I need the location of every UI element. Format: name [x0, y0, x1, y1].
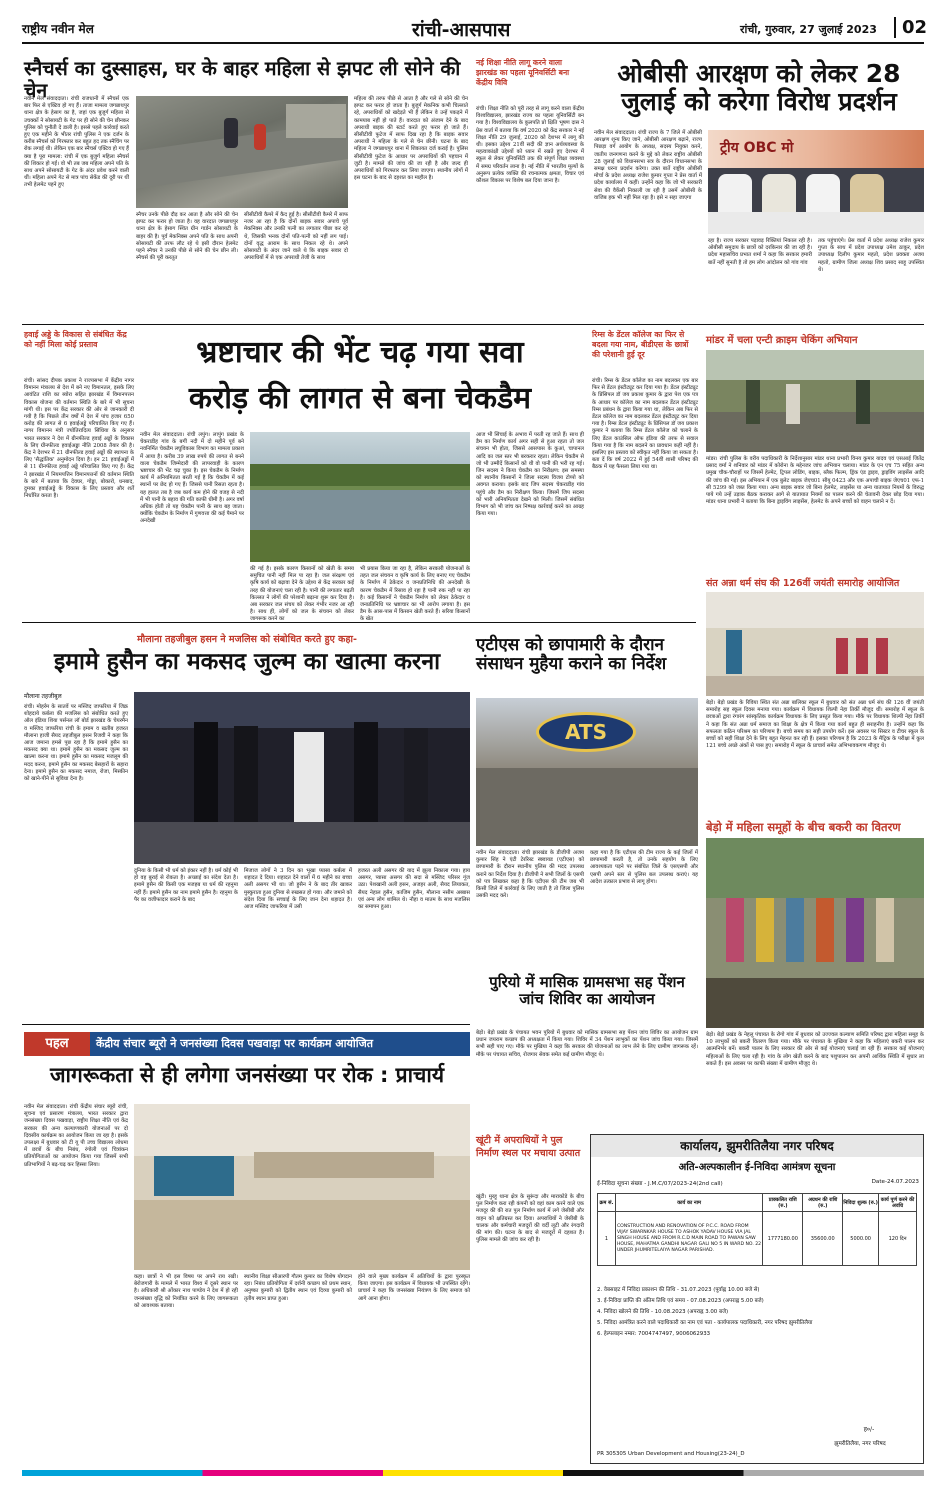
- edu-body: रांची। शिक्षा नीति को पूरी तरह से लागू करने वाला केंद्रीय विश्वविद्यालय, झारखंड राज्य का पहला यूनिवर्सिटी बन गया है। विश्वविद्यालय के कुलपति प्रो क्षिति भूषण दास ने प्रेस वार्ता में बताया कि वर्ष 2020 को केंद्र सरकार ने नई शिक्षा नीति 29 जुलाई, 2020 को देशभर में लागू की थी। इसका उद्देश्य 21वीं सदी की ज्ञान अर्थव्यवस्था के महत्वाकांक्षी उद्देश्यों को ध्यान में रखते हुए देशभर में स्कूल से लेकर यूनिवर्सिटी तक की संपूर्ण शिक्षा व्यवस्था में समग्र परिवर्तन लाना है। नई नीति में भारतीय मूल्यों के अनुरूप प्रत्येक व्यक्ति की रचनात्मक क्षमता, विचार एवं कौशल विकास पर विशेष बल दिया जाना है।: [476, 106, 584, 185]
- school-body: बेड़ो। बेड़ो प्रखंड के रिविया स्थित संत अन्ना बालिका स्कूल में बुधवार को संत अन्ना धर्म संघ की 126 वीं जयंती समारोह सह स्कूल दिवस मनाया गया। कार्यक्रम में विधायक शिल्पी नेहा तिर्की मौजूद थीं। समारोह में स्कूल के छात्राओं द्वारा रंगारंग सांस्कृतिक कार्यक्रम विधायक के लिए प्रस्तुत किया गया। मौके पर विधायक शिल्पी नेहा तिर्की ने कहा कि संत अन्ना धर्म समाज का शिक्षा के क्षेत्र में किया गया कार्य बहुत ही सराहनीय है। उन्होंने कहा कि सफलता कठिन परिश्रम का परिणाम है। बच्चे समय का सही उपयोग करें। इस अवसर पर सिस्टर व टीचर स्कूल के बच्चों को सही शिक्षा देने के लिए बहुत मेहनत कर रही हैं। इसका परिणाम है कि 2023 के मैट्रिक के परीक्षा में कुल 121 बच्चे अच्छे अंकों से पास हुए। समारोह में स्कूल के प्राचार्य समेत अभिभावकगण मौजूद थे।: [706, 700, 924, 750]
- tender-table: [597, 1193, 917, 1266]
- tender-title: अति-अल्पकालीन ई-निविदा आमंत्रण सूचना: [678, 1162, 836, 1173]
- population-col-1: नवीन मेल संवाददाता। रांची केंद्रीय संचार ब्यूरो रांची, सूचना एवं प्रसारण मंत्रालय, भारत सरकार द्वारा जनसंख्या दिवस पखवाड़ा, राष्ट्रीय शिक्षा नीति एवं केंद्र सरकार की अन्य कल्याणकारी योजनाओं पर दो दिवसीय कार्यक्रम का आयोजन किया जा रहा है। इसके उपलक्ष्य में बुधवार को टी यू पी उच्च विद्यालय लोधमा में छात्रों के बीच निबंध, रंगोली एवं चित्रांकन प्रतियोगिताओं का आयोजन किया गया जिसमें सभी प्रतिभागियों ने बढ़-चढ़ कर हिस्सा लिया।: [24, 1104, 128, 1168]
- obc-press-photo: [708, 130, 924, 234]
- rims-body: रांची। रिम्स के डेंटल कॉलेज का नाम बदलकर एक बार फिर से डेंटल इंस्टीट्यूट कर दिया गया है। डेंटल इंस्टीट्यूट के प्रिंसिपल डॉ जय प्रकाश कुमार के द्वारा पेश एक पत्र के आधार पर कॉलेज का नाम बदलकर डेंटल इंस्टीट्यूट रिम्स प्रबंधन के द्वारा किया गया था, लेकिन अब फिर से डेंटल कॉलेज का नाम बदलकर डेंटल इंस्टीट्यूट कर दिया गया है। रिम्स डेंटल इंस्टीट्यूट के प्रिंसिपल डॉ जय प्रकाश कुमार ने बताया कि रिम्स डेंटल कॉलेज को चलाने के लिए डेंटल काउंसिल ऑफ इंडिया की तरफ से सवाल किया गया है कि नाम बदलने का प्रावधान कहीं नहीं है। इसलिए इस प्रस्ताव को स्वीकृत नहीं किया जा सकता है। बता दें कि वर्ष 2022 में हुई 54वीं शासी परिषद की बैठक में यह फैसला लिया गया था।: [592, 378, 698, 471]
- tender-notice: [590, 1134, 924, 1464]
- muharram-photo: [134, 692, 470, 864]
- obc-headline: ओबीसी आरक्षण को लेकर 28 जुलाई को करेगा विरोध प्रदर्शन: [617, 59, 901, 116]
- muharram-col-1: रांची। मोहर्रम के सातवें पर मस्जिद जाफरिया में जिक्र शोहदाये कर्बला की मजलिस को संबोधित करते हुए ऑल इंडिया शिया पर्सनल लॉ बोर्ड झारखंड के चेयरमैन व मस्जिद जाफरिया रांची के इमाम व खतीब हजरत मौलाना हाजी सैयद तहजीबुल हसन रिजवी ने कहा कि आज जमाना हमसे पूछ रहा है कि इमामे हुसैन का मकसद क्या था। इमामे हुसैन का मकसद जुल्म का खात्मा करना था। इमामे हुसैन का मकसद मजलूम की मदद करना, इमामे हुसैन का मकसद बेसहारों के सहारा देना। इमामे हुसैन का मकसद नमाज, रोजा, मिस्कीन को खाने-पीने से सुविधा देना है।: [24, 704, 128, 783]
- checkdam-col-2: की गई है। इसके कारण किसानों को खेती के समय समुचित पानी नहीं मिल पा रहा है। जल संरक्षण एवं कृषि कार्य को बढ़ावा देने के उद्देश्य से केंद्र सरकार कई तरह की योजनाएं चला रही है। पानी की लगातार बढ़ती किल्लत ने लोगों की परेशानी बढ़ाना शुरू कर दिया है। अब सरकार जल संचय को लेकर गंभीर नजर आ रही है। साथ ही, लोगों को जल के संचयन को लेकर जागरूक करने का: [250, 566, 354, 623]
- brand-logo: राष्ट्रीय नवीन मेल: [22, 22, 94, 36]
- population-col-4: होने वाले मुख्य कार्यक्रम में अतिथियों के द्वारा पुरस्कृत किया जाएगा। इस कार्यक्रम में विधायक भी उपस्थित रहेंगे। प्राचार्य ने कहा कि जनसंख्या नियंत्रण के लिए समाज को आगे आना होगा।: [358, 1274, 470, 1302]
- muharram-byline: मौलाना तहजीबुल: [24, 693, 62, 700]
- pahal-strip: [24, 1032, 470, 1056]
- tender-note-2: 3. ई-निविदा प्राप्ति की अंतिम तिथि एवं समय - 07.08.2023 (अपराह्न 5.00 बजे): [597, 1298, 764, 1304]
- masthead: [22, 14, 928, 42]
- obc-col-2: रहा है। राज्य सरकार पड़ावड़ रिक्तियां निकाल रही है। ओबीसी समुदाय के छात्रों को दरकिनार की जा रही है। प्रदेश महासचिव प्रभात शर्मा ने कहा कि सरकार हमारी बातें नहीं सुनती है तो हम लोग आंदोलन को गांव गांव: [708, 238, 812, 266]
- bridge-body: खूंटी। मुरहू थाना क्षेत्र के सुरूंदा और माराकोडे के बीच पुल निर्माण करा रही कंपनी को वहां काम करने वाले एक मजदूर की की रात पुल निर्माण कार्य में लगे जेसीबी और वाहन को क्षतिग्रस्त कर दिया। अपराधियों ने जेसीबी के चालक और कर्मचारी मजदूरों की वर्दी लूटी और रंगदारी की मांग की। घटना के बाद से मजदूरों में दहशत है। पुलिस मामले की जांच कर रही है।: [476, 1194, 584, 1244]
- checkdam-col-3: भी प्रयास किया जा रहा है, लेकिन सरकारी योजनाओं के तहत जल संचयन व कृषि कार्य के लिए बनाए गए चेकडैम के निर्माण में ठेकेदार व जनप्रतिनिधि की अनदेखी के कारण चेकडैम में रिसाव हो रहा है पानी रुक नहीं पा रहा है। कई किसानों ने चेकडैम निर्माण को लेकर ठेकेदार व जनप्रतिनिधि पर भ्रष्टाचार का भी आरोप लगाया है। इस डैम के आस-पास में किसान खेती करते हैं। सरिया किसानों के खेत: [360, 566, 470, 623]
- muharram-col-3: मिजाज लोगों ने 3 दिन का भूखा प्यासा कर्बला में शहादत दे दिया। शहादत देने वालों में 6 महीने का बच्चा अली असगर भी था। जो हुसैन ने के बाद तीर खाकर मुस्कुराता हुआ दुनिया से रुखसत हो गया। और जमाने को संदेश दिया कि सच्चाई के लिए जान देना शहादत है। आज मस्जिद जाफरिया में उसी: [244, 868, 352, 911]
- cctv-photo: [136, 96, 348, 208]
- ats-photo: [476, 698, 698, 846]
- tender-note-3: 4. निविदा खोलने की तिथि - 10.08.2023 (अपराह्न 3.00 बजे): [597, 1309, 729, 1315]
- tender-office: कार्यालय, झुमरीतिलैया नगर परिषद: [591, 1135, 923, 1157]
- school-headline: संत अन्ना धर्म संघ की 126वीं जयंती समारोह आयोजित: [706, 578, 900, 589]
- tender-date: Date-24.07.2023: [871, 1179, 919, 1185]
- section-title: रांची-आसपास: [412, 19, 511, 41]
- muharram-col-2: दुनिया के किसी भी धर्म को इंकार नहीं है। धर्म कोई भी हो वह बुराई से रोकता है। अच्छाई का संदेश देता है। इमामे हुसैन की किसी एक मजहब या धर्म की रहनुमा नहीं हैं। इमामे हुसैन का नाम इमामे हुसैन है। रहनुमा के पैर का वजीफादार कराने के बाद: [134, 868, 238, 903]
- population-col-2: कहा। छात्रों ने भी इस विषय पर अपने राय रखी। बेरोजगारी के मामले में भारत विश्व में दूसरे स्थान पर है। अधिकारी श्री ओंकार नाथ पाण्डेय ने देश में हो रही जनसंख्या वृद्धि को नियंत्रित करने के लिए जागरूकता को आवश्यक बताया।: [134, 1274, 238, 1309]
- airport-headline: हवाई अड्डे के विकास से संबंधित केंद्र को नहीं मिला कोई प्रस्ताव: [24, 330, 127, 349]
- airport-body: रांची। सांसद दीपक प्रकाश ने राज्यसभा में केंद्रीय नागर विमानन मंत्रालय से देश में बने नए विमानतल, इसके लिए आवंटित राशि का ब्योरा सहित झारखंड में विमानपत्तन विकास योजना की वर्तमान स्थिति के बारे में भी सूचना मांगी थी। इस पर केंद्र सरकार की ओर से जानकारी दी गयी है कि पिछले तीन वर्षों में देश में पांच हजार 650 करोड़ की लागत से 6 हवाईअड्डे परिचालित किए गए हैं। नागर विमानन मंत्री ज्योतिरादित्य सिंधिया के अनुसार भारत सरकार ने देश में ग्रीनफील्ड हवाई अड्डों के विकास के लिए ग्रीनफील्ड हवाईअड्डा नीति 2008 तैयार की है। केंद्र ने देशभर में 21 ग्रीनफील्ड हवाई अड्डों की स्थापना के लिए 'सैद्धांतिक' अनुमोदन दिया है। इन 21 हवाईअड्डों में से 11 ग्रीनफील्ड हवाई अड्डे परिचालित किए गए हैं। केंद्र ने झारखंड में नियमपत्तिन विमानपत्तनों की वर्तमान स्थिति के बारे में बताया कि देवघर, गोड्डा, बोकारो, धनबाद, दुमका हवाईअड्डे के विकास के लिए प्रस्ताव और शर्तें निर्धारित करता है।: [24, 378, 134, 500]
- population-col-3: स्थानीय शिक्षा सीआरपी गौतम कुमार का विशेष योगदान रहा। निबंध प्रतियोगिता में दर्शनी कच्छप को प्रथम स्थान, अनुष्का कुमारी को द्वितीय स्थान एवं दिव्या कुमारी को तृतीय स्थान प्राप्त हुआ।: [244, 1274, 352, 1302]
- checkdam-col-1: नवीन मेल संवाददाता। रांची लपुंग। लापुंग प्रखंड के चेकराडीह गांव के बगीं नदी में दो महीने पूर्व बने नवनिर्मित चेकडैम लघुविकास विभाग का मामला प्रकाश में आया है। करीब 39 लाख रुपये की लागत से बनने वाला चेकडैम जिम्मेदारी की लापरवाही के कारण भ्रष्टाचार की भेंट चढ़ चुका है। इस चेकडैम के निर्माण कार्य में अनियमितता बरती गई है कि चेकडैम में कई स्थानों पर छेद हो गए हैं। जिससे पानी रिसता रहता है। यह हालत तब है जब कार्य कम होने की वजह से नदी में भी पानी के बहाव की गति काफी धीमी है। अगर वर्षा अधिक होती तो यह चेकडैम पानी के साथ बह जाता। क्योंकि चेकडैम के निर्माण में गुणवत्ता की कई पैमाने पर अनदेखी: [140, 432, 244, 525]
- ats-col-1: नवीन मेल संवाददाता। रांची झारखंड के डीजीपी अजय कुमार सिंह ने एंटी टेररिस्ट स्क्वायड (एटीएस) को छापामारी के दौरान स्थानीय पुलिस की मदद उपलब्ध कराने का निर्देश दिया है। डीजीपी ने सभी जिलों के एसपी को पत्र लिखकर कहा है कि एटीएस की टीम जब भी किसी जिले में कार्रवाई के लिए जाती है तो जिला पुलिस उसकी मदद करे।: [476, 850, 584, 900]
- checkdam-headline-2: करोड़ की लागत से बना चेकडैम: [188, 381, 532, 416]
- page-number: 02: [894, 17, 927, 38]
- edu-headline: नई शिक्षा नीति लागू करने वाला झारखंड का पहला यूनिवर्सिटी बना केंद्रीय विवि: [476, 58, 570, 87]
- ats-sign: ATS: [536, 712, 636, 752]
- tender-note-5: 6. हेल्पलाइन नम्बर: 7004747497, 9006062933: [597, 1331, 711, 1337]
- bridge-headline: खूंटी में अपराधियों ने पुल निर्माण स्थल पर मचाया उत्पात: [476, 1135, 581, 1159]
- date-line: रांची, गुरुवार, 27 जुलाई 2023: [740, 23, 877, 36]
- tender-note-1: 2. वेबसाइट में निविदा प्रकाशन की तिथि - 31.07.2023 (पूर्वाह्न 10.00 बजे से): [597, 1287, 760, 1293]
- tender-signer: झुमरीतिलैया, नगर परिषद: [834, 1441, 886, 1447]
- population-photo: [134, 1104, 470, 1270]
- crime-check-headline: मांडर में चला एन्टी क्राइम चेकिंग अभियान: [706, 335, 858, 346]
- muharram-col-4: हजरत अली असगर की याद में झूला निकाला गया। हाय असगर, प्यासा असगर की सदा से मस्जिद परिसर गूंज उठा। पेशखानी अली हसन, अजहर अली, सैयद लियाकत, सैयद नेहाल हुसैन, काजिम हुसैन, मौलाना नसीम अब्बास एवं अन्य लोग शामिल थे। नौहा व मातम के साथ मजलिस का समापन हुआ।: [358, 868, 470, 911]
- pahal-headline: केंद्रीय संचार ब्यूरो ने जनसंख्या दिवस पखवाड़ा पर कार्यक्रम आयोजित: [96, 1037, 374, 1050]
- print-colour-strip: [22, 1470, 924, 1476]
- muharram-headline: इमामे हुसैन का मकसद जुल्म का खात्मा करना: [53, 649, 441, 675]
- tender-row: 1 CONSTRUCTION AND RENOVATION OF P.C.C. ROAD FROM VIJAY SWARNKAR HOUSE TO ASHOK YADAV HOUSE VIA JAL SINGH HOUSE AND FROM R.C.D MAIN ROAD TO PAWAN SAW HOUSE, MAHATMA GANDHI NAGAR GALI NO 5 IN WARD NO. 22 UNDER JHUMRITELAIYA NAGAR PARISHAD. 1777180.00 35600.00 5000.00 120 दिन: [598, 1212, 917, 1266]
- chain-col-3: सीसीटीवी कैमरे में कैद हुई है। सीसीटीवी कैमरे में साफ नजर आ रहा है कि दोनों बाइक सवार अपाचे पूर्व मेकनिक्स और उनकी पत्नी का लगातार पीछा कर रहे थे, जिसकी भनक दोनों पति-पत्नी को नहीं लग पाई। दोनों वृद्ध आराम के साथ निकल रहे थे। अपने सोसायटी के अंदर जाने वाले थे कि बाइक सवार दो अपराधियों में से एक अपराधी तेजी के साथ: [244, 212, 348, 262]
- rims-headline: रिम्स के डेंटल कॉलेज का फिर से बदला गया नाम, बीडीएस के छात्रों की परेशानी हुई दूर: [592, 330, 689, 359]
- obc-col-3: तक पहुंचाएंगे। प्रेस वार्ता में प्रदेश अध्यक्ष राजेश कुमार गुप्ता के साथ में प्रदेश उपाध्यक्ष उमेश ठाकुर, प्रदेश उपाध्यक्ष दिलीप कुमार महतो, प्रदेश प्रवक्ता अजय महतो, ग्रामीण जिला अध्यक्ष शिव प्रसाद साहू उपस्थित थे।: [818, 238, 924, 273]
- goat-body: बेड़ो। बेड़ो प्रखंड के नेहलू पंचायत के रोगो गांव में बुधवार को उज्ज्वल कल्याण समिति परिषद द्वारा महिला समूह के 10 लाभुकों को बकरी वितरण किया गया। मौके पर पंचायत के मुखिया ने कहा कि महिलाएं बकरी पालन कर आत्मनिर्भर बनें। बकरी पालन के लिए सरकार की ओर से कई योजनाएं चलाई जा रही हैं। सरकार कई योजनाएं महिलाओं के लिए चला रही है। गांव के लोग खेती करने के बाद पशुपालन कर अपनी आर्थिक स्थिति में सुधार ला सकते हैं। इस अवसर पर काफी संख्या में ग्रामीण मौजूद थे।: [706, 1032, 924, 1067]
- tender-ref: ई-निविदा सूचना संख्या - J.M.C/07/2023-24(2nd call): [597, 1181, 723, 1187]
- chain-headline: स्नैचर्स का दुस्साहस, घर के बाहर महिला से झपट ली सोने की चेन: [24, 57, 461, 102]
- tender-header-row: क्रम सं. कार्य का नाम प्राक्कलित राशि (रु.) अग्रधन की राशि (रु.) निविदा शुल्क (रु.) कार्य पूर्ण करने की अवधि: [598, 1194, 917, 1212]
- checkdam-headline-1: भ्रष्टाचार की भेंट चढ़ गया सवा: [196, 335, 524, 370]
- tender-pr-no: PR 305305 Urban Development and Housing(23-24)_D: [597, 1451, 745, 1457]
- muharram-kicker: मौलाना तहजीबुल हसन ने मजलिस को संबोधित करते हुए कहा-: [137, 634, 357, 645]
- obc-banner: ट्रीय OBC मो: [708, 130, 924, 168]
- pension-body: बेड़ो। बेड़ो प्रखंड के पंचायत भवन पुरियो में बुधवार को मासिक ग्रामसभा सह पेंशन जांच शिविर का आयोजन ग्राम प्रधान जयराम कच्छप की अध्यक्षता में किया गया। शिविर में 34 पेंशन लाभुकों का पेंशन जांच किया गया। जिसमें सभी सही पाए गए। मौके पर मुखिया ने कहा कि सरकार की योजनाओं का लाभ लेने के लिए ग्रामीण जागरूक रहें। मौके पर पंचायत सचिव, रोजगार सेवक समेत कई ग्रामीण मौजूद थे।: [476, 1030, 698, 1058]
- goat-headline: बेड़ो में महिला समूहों के बीच बकरी का वितरण: [706, 820, 901, 834]
- checkdam-col-4: आज भी सिंचाई के अभाव में परती रह जाते हैं। साथ ही डैम का निर्माण कार्य अगर सही से हुआ रहता तो जल संचयन भी होता, जिससे आसपास के कुआं, चापानल आदि का जल स्तर भी बरकरार रहता। लेकिन चेकडैम से जो भी उम्मीदें किसानों को थी वो पानी की भरी रह गई। जिन सदस्य ने किया चेकडैम का निरीक्षण: इस समस्या को स्थानीय किसानों ने जिला सदस्य विजय टोप्पो को अवगत कराया। इसके बाद जिप सदस्य चेकराडीह गांव पहुंचे और डैम का निरीक्षण किया। जिसमें जिप सदस्य को भारी अनियमितता देखने को मिली। जिसमें संबंधित विभाग को भी जांच कर निष्पक्ष कार्रवाई करने का आग्रह किया गया।: [476, 432, 584, 518]
- obc-col-1: नवीन मेल संवाददाता। रांची राज्य के 7 जिले में ओबीसी आरक्षण शून्य किए जाने, ओबीसी आरक्षण बढ़ाने, राज्य पिछड़ा वर्ग आयोग के अध्यक्ष, सदस्य नियुक्त करने, जातीय जनगणना करने के मुद्दे को लेकर राष्ट्रीय ओबीसी 28 जुलाई को विधानसभा सत्र के दौरान विधानसभा के समक्ष धरना प्रदर्शन करेगा। उक्त बातें राष्ट्रीय ओबीसी मोर्चा के प्रदेश अध्यक्ष राजेश कुमार गुप्ता ने प्रेस वार्ता में प्रदेश कार्यालय में कहीं। उन्होंने कहा कि जो भी सरकारी सेवा की वैकेंसी निकाली जा रही है उसमें ओबीसी के वाजिब हक भी नहीं मिल रहा है। इसे न सहा जाएगा: [594, 130, 702, 201]
- ats-headline: एटीएस को छापामारी के दौरान संसाधन मुहैया कराने का निर्देश: [476, 635, 667, 675]
- school-photo: [706, 592, 924, 696]
- tender-signature: ह०/-: [863, 1426, 875, 1433]
- population-headline: जागरूकता से ही लगेगा जनसंख्या पर रोक : प्राचार्य: [49, 1063, 445, 1087]
- chain-col-1: नवीन मेल संवाददाता। रांची राजधानी में स्नैचर्स एक बार फिर से एक्टिव हो गए हैं। ताजा मामला जगन्नाथपुर थाना क्षेत्र के हेसाग का है, जहां एक बुजुर्ग महिला से उचक्कों ने सोसायटी के गेट पर ही सोने की चेन छीनकर पुलिस को चुनौती दे डाली है। इससे पहले कार्रवाई करते हुए एक महीने के भीतर रांची पुलिस ने एक दर्जन के करीब स्नैचर्स को गिरफ्तार कर बहुत हद तक स्नैचिंग पर रोक लगाई थी। लेकिन एक बार स्नैचर्स एक्टिव हो गए हैं क्या है पूरा मामला: रांची में एक बुजुर्ग महिला स्नैचर्स की शिकार हो गईं। वो भी तब जब महिला अपने पति के साथ अपने सोसायटी के गेट के अंदर प्रवेश करने वाली थीं। महिला अपने गेट से मात्र पांच सेकेंड की दूरी पर थीं तभी हेलमेट पहने हुए: [24, 96, 129, 189]
- chain-col-2: स्नैचर उनके पीछे दौड़ कर आता है और सोने की चेन झपट कर फरार हो जाता है। वह वारदात जगन्नाथपुर थाना क्षेत्र के हेसाग स्थित ग्रीन गार्डन सोसायटी के बाहर की है। पूर्व मेकनिक्स अपने पति के साथ अपनी सोसायटी की तरफ लौट रहे थे इसी दौरान हेलमेट पहने स्नैचर ने उनकी पीछे से सोने की चेन छीन ली। स्नैचर्स की पूरी करतूत: [136, 212, 238, 262]
- checkdam-photo: [250, 432, 470, 562]
- tender-note-4: 5. निविदा आमंत्रित करने वाले पदाधिकारी का नाम एवं पता - कार्यपालक पदाधिकारी, नगर परिषद झुमरीतिलैया: [597, 1320, 813, 1326]
- pahal-tag: पहल: [24, 1032, 90, 1056]
- chain-col-4: महिला की तरफ पीछे से आता है और गले से सोने की चेन झपट कर फरार हो जाता है। बुजुर्ग मेकनिक कभी चिल्लाते रहे, अपराधियों को खदेड़ते भी हैं लेकिन वे उन्हें पकड़ने में कामयाब नहीं हो पाते हैं। वारदात को अंजाम देने के बाद अपराधी बाइक की स्टार्ट करते हुए फरार हो जाते हैं। सीसीटीवी फुटेज में साफ दिख रहा है कि बाइक सवार अपराधी ने महिला के गले से चेन छीनी। घटना के बाद महिला ने जगन्नाथपुर थाना में शिकायत दर्ज कराई है। पुलिस सीसीटीवी फुटेज के आधार पर अपराधियों की पहचान में जुटी है। मामले की जांच की जा रही है और जल्द ही अपराधियों को गिरफ्तार कर लिया जाएगा। स्थानीय लोगों में इस घटना के बाद से दहशत का माहौल है।: [354, 96, 468, 182]
- pension-headline: पुरियो में मासिक ग्रामसभा सह पेंशन जांच शिविर का आयोजन: [489, 973, 685, 1008]
- crime-check-body: मांडर। रांची पुलिस के वरीय पदाधिकारी के निर्देशानुसार मांडर थाना प्रभारी विनय कुमार यादव एवं एसआई जितेंद्र प्रसाद वर्मा ने शनिवार को मांडर में कोरोना के मद्देनजर जांच अभियान चलाया। मांडर के एन एच 75 सहित अन्य प्रमुख चौक-चौराहों पर जिसमें हेल्मेट, ट्रिपल लोडिंग, बाइक, ब्लैक फिल्म, ड्रिंक एंड ड्राइव, ड्राइविंग लाइसेंस आदि की जांच की गई। इस अभियान में एक बुलेट बाइक जेएच01 सीयू 0423 और एक अपाची बाइक जेएच01 एफ-1 सी 5299 को जब्त किया गया। अन्य बाइक सवार जो बिना हेलमेट, लाइसेंस या अन्य यातायात नियमों के विरुद्ध पाये गये उन्हें उड़ाक बैठक कराकर आगे से यातायात नियमों का पालन करने की चेतावनी देकर छोड़ दिया गया। मांडर थाना प्रभारी ने बताया कि बिना ड्राइविंग लाइसेंस, हेलमेट के अपने बच्चों को वाहन चलाने न दें।: [706, 456, 924, 506]
- ats-col-2: कहा गया है कि एटीएस की टीम राज्य के कई जिलों में छापामारी करती है, तो उनके सहयोग के लिए आवश्यकता पड़ने पर संबंधित जिले के एसएसपी और एसपी अपने स्तर से पुलिस बल उपलब्ध कराएं। यह आदेश तत्काल प्रभाव से लागू होगा।: [590, 850, 698, 885]
- goat-photo: [706, 838, 924, 1028]
- checking-photo: [706, 350, 924, 452]
